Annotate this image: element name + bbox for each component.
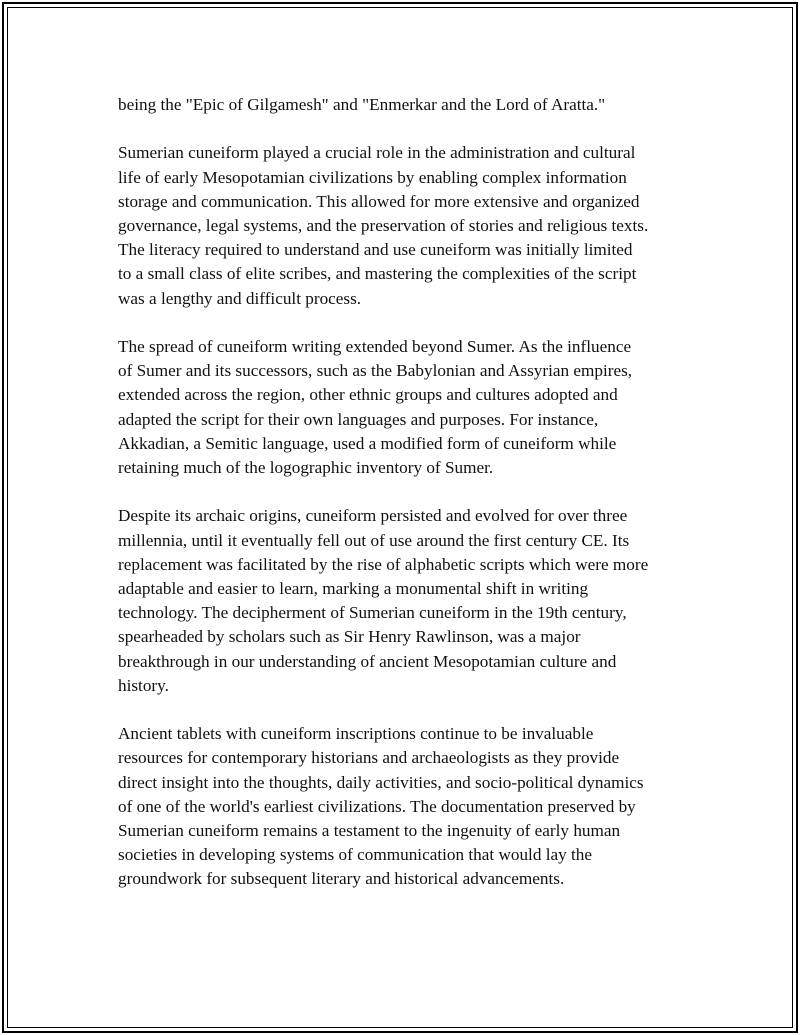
paragraph-4: Despite its archaic origins, cuneiform persisted and evolved for over three millennia, until it eventually fell out of use around the first century CE. Its replacement was facilitated by the rise of alphabetic scripts which were more adaptable and easier to learn, marking a monumental shift in writing technology. The decipherment of Sumerian cuneiform in the 19th century, spearheaded by scholars such as Sir Henry Rawlinson, was a major breakthrough in our understanding of ancient Mesopotamian culture and history. [118,506,649,695]
paragraph-2: Sumerian cuneiform played a crucial role in the administration and cultural life of early Mesopotamian civilizations by enabling complex information storage and communication. This allowed for more extensive and organized governance, legal systems, and the preservation of stories and religious texts. The literacy required to understand and use cuneiform was initially limited to a small class of elite scribes, and mastering the complexities of the script was a lengthy and difficult process. [118,143,649,308]
paragraph-3: The spread of cuneiform writing extended beyond Sumer. As the influence of Sumer and its successors, such as the Babylonian and Assyrian empires, extended across the region, other ethnic groups and cultures adopted and adapted the script for their own languages and purposes. For instance, Akkadian, a Semitic language, used a modified form of cuneiform while retaining much of the logographic inventory of Sumer. [118,337,633,478]
document-body [118,93,688,916]
paragraph-1: being the "Epic of Gilgamesh" and "Enmerkar and the Lord of Aratta." [118,95,606,114]
paragraph-5: Ancient tablets with cuneiform inscriptions continue to be invaluable resources for contemporary historians and archaeologists as they provide direct insight into the thoughts, daily activities, and socio-political dynamics of one of the world's earliest civilizations. The documentation preserved by Sumerian cuneiform remains a testament to the ingenuity of early human societies in developing systems of communication that would lay the groundwork for subsequent literary and historical advancements. [118,724,644,889]
